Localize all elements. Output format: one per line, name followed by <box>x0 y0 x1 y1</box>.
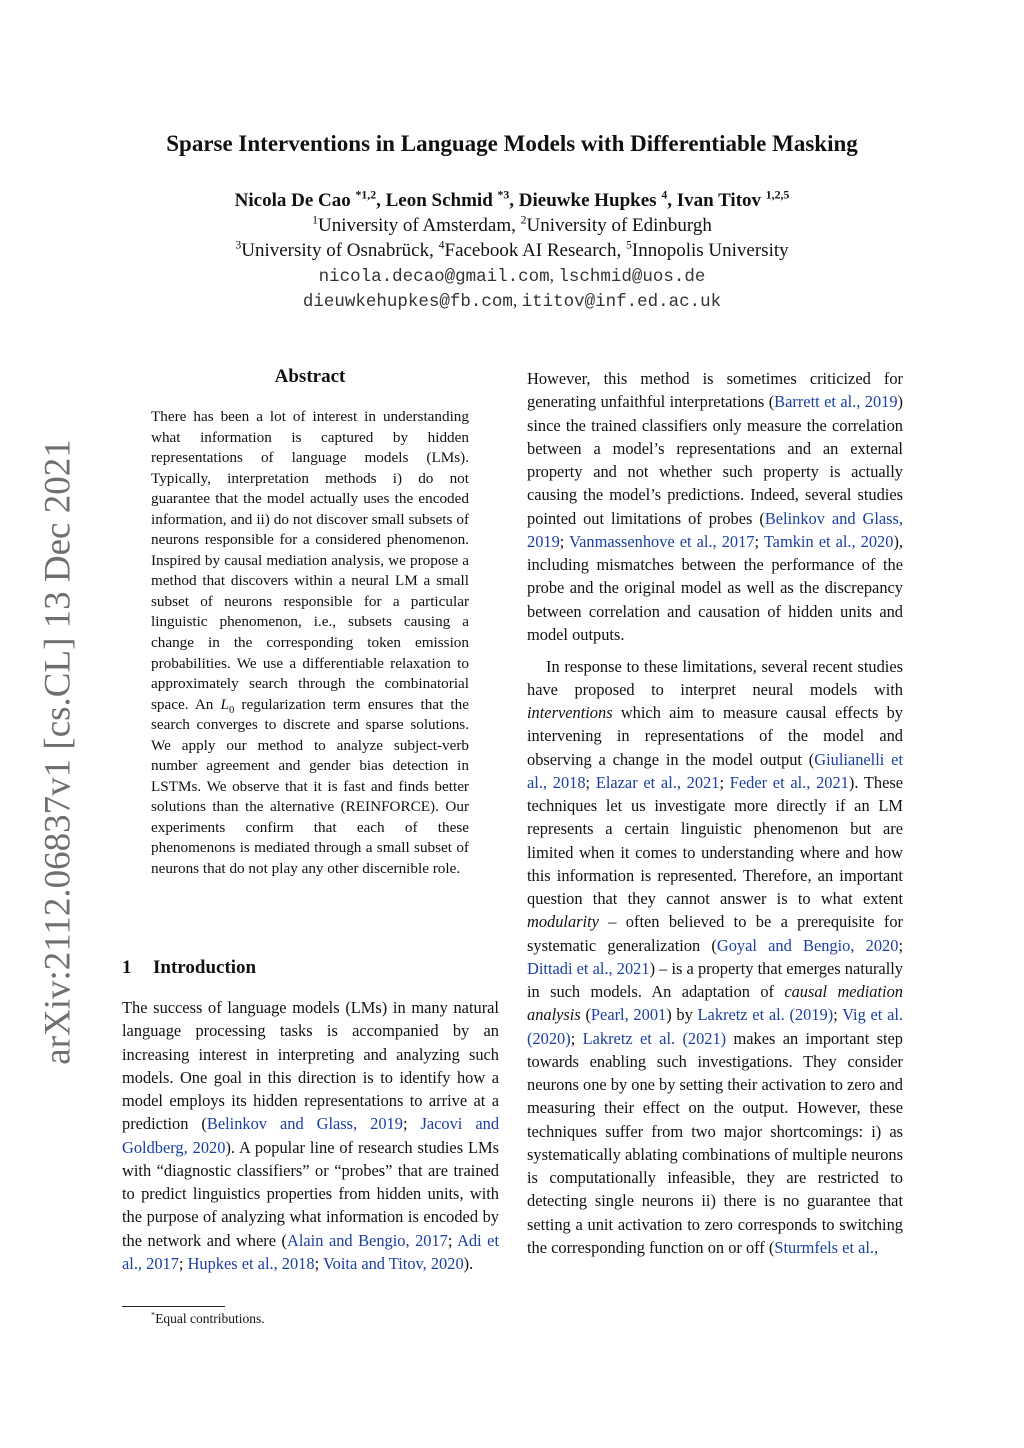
email-address[interactable]: ititov@inf.ed.ac.uk <box>521 292 722 312</box>
citation-link[interactable]: Goyal and Bengio, 2020 <box>716 935 899 955</box>
citation-link[interactable]: Voita and Titov, 2020 <box>322 1253 464 1273</box>
paragraph-text: ), including mismatches between the performance of the probe and the original model as well as the discrepancy between correlation and causation of hidden units and model outputs. <box>527 531 904 644</box>
abstract-text-part: regularization term ensures that the search converges to discrete and sparse solutions. We apply our method to analyze subject-verb number agreement and gender bias detection in LSTMs. We observe that it is fast and finds better solutions than the alternative (REINFORCE). Our experiments confirm that each of these phenomenons is mediated through a small subset of neurons that do not play any other discernible role. <box>151 695 469 878</box>
footnote-mark: * <box>151 1310 156 1320</box>
emphasis: modularity <box>527 912 599 932</box>
email-address[interactable]: nicola.decao@gmail.com <box>318 267 550 287</box>
author-name: Dieuwke Hupkes <box>518 190 657 211</box>
emphasis: interventions <box>527 703 613 722</box>
citation-separator: ; <box>570 1028 583 1048</box>
footnote <box>151 1311 265 1327</box>
author-marks: *3 <box>497 188 510 202</box>
author-name: Nicola De Cao <box>234 190 351 211</box>
emphasis: causal mediation analysis <box>527 982 903 1025</box>
citation-separator: ; <box>719 772 730 792</box>
affiliation-name: University of Amsterdam <box>317 215 512 236</box>
citation-link[interactable]: Elazar et al., 2021 <box>595 772 720 792</box>
footnote-text: Equal contributions. <box>155 1311 265 1326</box>
affiliation-name: Innopolis University <box>631 240 789 261</box>
author-marks: 1,2,5 <box>765 188 790 202</box>
affiliation-name: University of Osnabrück <box>241 240 430 261</box>
paragraph-text: ). These techniques let us investigate more directly if an LM represents a certain linguistic phenomenon but are limited when it comes to understanding where and how this information is represented. Therefore, an important question that they cannot answer is to what extent <box>527 772 903 908</box>
citation-link[interactable]: Lakretz et al. (2019) <box>697 1005 834 1025</box>
affiliation-name: Facebook AI Research <box>444 240 617 261</box>
citation-link[interactable]: Jacovi and Goldberg, 2020 <box>122 1114 500 1157</box>
abstract-heading: Abstract <box>274 366 346 387</box>
right-column <box>527 367 903 1259</box>
citation-link[interactable]: Vig et al. (2020) <box>527 1005 904 1048</box>
citation-separator: ; <box>559 531 570 551</box>
author-marks: 4 <box>661 188 668 202</box>
paragraph-text: makes an important step towards enabling such investigations. They consider neurons one by one by setting their activation to zero and measuring their effect on the output. However, these techniques suffer from two major shortcomings: i) as systematically ablating combinations of multiple neurons is computationally infeasible, they are restricted to detecting single neurons ii) there is no guarantee that setting a unit activation to zero corresponds to switching the corresponding function on or off ( <box>527 1028 903 1257</box>
affiliation-line-1: $^1$University of Amsterdam, $^2$University of Edinburgh <box>312 213 712 236</box>
paragraph-text: ) by <box>666 1005 698 1025</box>
intro-paragraph-1 <box>122 996 499 1275</box>
citation-separator: ; <box>833 1005 843 1025</box>
paragraph-text: ) – is a property that emerges naturally in such models. An adaptation of <box>527 958 904 1001</box>
paragraph-text: ). <box>463 1253 474 1273</box>
citation-link[interactable]: Tamkin et al., 2020 <box>763 531 894 551</box>
affiliation-mark: 3 <box>235 238 242 252</box>
paragraph-text: ( <box>580 1005 591 1025</box>
citation-link[interactable]: Hupkes et al., 2018 <box>187 1253 315 1273</box>
math-subscript: 0 <box>228 704 235 716</box>
section-title: Introduction <box>153 957 257 978</box>
paragraph-text: ) since the trained classifiers only measure the correlation between a model’s representations and an external property and not whether such property is actually causing the model’s predictions. Indeed, several studies pointed out limitations of probes ( <box>527 392 904 528</box>
abstract-text <box>151 407 469 880</box>
citation-link[interactable]: Vanmassenhove et al., 2017 <box>569 531 755 551</box>
paragraph-text: In response to these limitations, several recent studies have proposed to interpret neural models with <box>527 656 903 699</box>
affiliation-mark: 2 <box>520 213 527 227</box>
citation-link[interactable]: Giulianelli et al., 2018 <box>527 749 903 792</box>
paragraph-text: However, this method is sometimes criticized for generating unfaithful interpretations ( <box>527 369 903 412</box>
citation-separator: ; <box>402 1114 421 1134</box>
citation-separator: ; <box>898 935 904 955</box>
section-number: 1 <box>122 957 132 978</box>
paragraph-text: – often believed to be a prerequisite for systematic generalization ( <box>527 912 903 955</box>
citation-separator: ; <box>754 531 764 551</box>
paragraph-text: ). A popular line of research studies LMs with “diagnostic classifiers” or “probes” that are trained to predict linguistics properties from hidden units, with the purpose of analyzing what information is encoded by the network and where ( <box>122 1137 499 1250</box>
footnote-rule <box>122 1306 225 1307</box>
author-list: Nicola De Cao $^{*1,2}$, Leon Schmid $^{*3}$, Dieuwke Hupkes $^4$, Ivan Titov $^{1,2,5}$ <box>234 188 790 211</box>
right-paragraph-1 <box>527 367 903 646</box>
affiliation-name: University of Edinburgh <box>526 215 712 236</box>
citation-link[interactable]: Belinkov and Glass, 2019 <box>206 1114 403 1134</box>
abstract-text-part: There has been a lot of interest in understanding what information is captured by hidden representations of language models (LMs). Typically, interpretation methods i) do not guarantee that the model actually uses the encoded information, and ii) do not discover small subsets of neurons responsible for a considered phenomenon. Inspired by causal mediation analysis, we propose a method that discovers within a neural LM a small subset of neurons responsible for a particular linguistic phenomenon, i.e., subsets causing a change in the corresponding token emission probabilities. We use a differentiable relaxation to approximately search through the combinatorial space. An <box>151 408 469 713</box>
email-address[interactable]: lschmid@uos.de <box>558 267 706 287</box>
affiliation-mark: 1 <box>312 213 318 227</box>
affiliation-mark: 4 <box>438 238 445 252</box>
affiliation-line-2: $^3$University of Osnabrück, $^4$Facebook AI Research, $^5$Innopolis University <box>235 238 789 261</box>
email-line-2: dieuwkehupkes@fb.com, ititov@inf.ed.ac.uk <box>302 290 722 312</box>
citation-separator: ; <box>447 1230 458 1250</box>
citation-link[interactable]: Sturmfels et al., <box>774 1237 879 1257</box>
citation-separator: ; <box>314 1253 323 1273</box>
email-line-1: nicola.decao@gmail.com, lschmid@uos.de <box>318 265 706 287</box>
email-address[interactable]: dieuwkehupkes@fb.com <box>302 292 513 312</box>
paper-title: Sparse Interventions in Language Models with Differentiable Masking <box>166 131 858 156</box>
citation-link[interactable]: Belinkov and Glass, 2019 <box>527 508 903 551</box>
arxiv-side-stamp: arXiv:2112.06837v1 [cs.CL] 13 Dec 2021 <box>37 439 79 1065</box>
affiliation-mark: 5 <box>626 238 632 252</box>
author-name: Ivan Titov <box>676 190 762 211</box>
section-heading-introduction <box>122 957 256 979</box>
citation-separator: ; <box>585 772 596 792</box>
citation-link[interactable]: Barrett et al., 2019 <box>774 392 898 412</box>
citation-link[interactable]: Lakretz et al. (2021) <box>582 1028 727 1048</box>
citation-link[interactable]: Feder et al., 2021 <box>729 772 849 792</box>
citation-link[interactable]: Alain and Bengio, 2017 <box>287 1230 448 1250</box>
citation-separator: ; <box>178 1253 188 1273</box>
right-paragraph-2 <box>527 655 903 1260</box>
citation-link[interactable]: Adi et al., 2017 <box>122 1230 500 1273</box>
paragraph-text: which aim to measure causal effects by intervening in representations of the model and observing a change in the model output ( <box>527 703 903 769</box>
math-symbol: L <box>220 695 229 713</box>
author-marks: *1,2 <box>355 188 377 202</box>
citation-link[interactable]: Dittadi et al., 2021 <box>527 958 650 978</box>
author-name: Leon Schmid <box>385 190 493 211</box>
citation-link[interactable]: Pearl, 2001 <box>590 1005 667 1025</box>
paragraph-text: The success of language models (LMs) in many natural language processing tasks is accompanied by an increasing interest in interpreting and analyzing such models. One goal in this direction is to identify how a model employs its hidden representations to arrive at a prediction ( <box>122 998 499 1134</box>
